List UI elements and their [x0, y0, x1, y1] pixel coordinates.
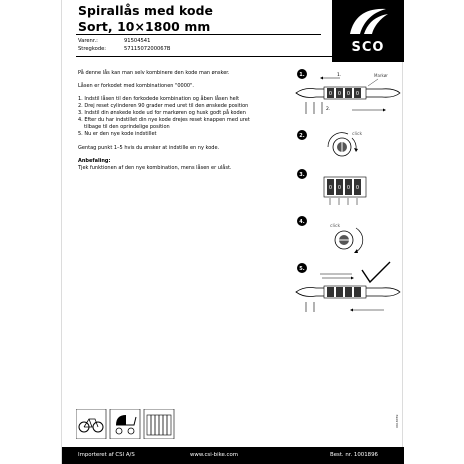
footer-website: www.csi-bike.com [190, 452, 239, 458]
step-number-2: 2. [299, 133, 305, 139]
varenr-label: Varenr.: [78, 38, 98, 44]
usage-icons [76, 409, 176, 443]
gate-icon [147, 415, 171, 435]
step-number-5: 5. [299, 266, 305, 272]
step-1-diagram [292, 66, 404, 126]
document-code: 0918789 [395, 414, 399, 428]
recommendation-title: Anbefaling: [78, 158, 111, 164]
step-4-diagram [292, 214, 404, 256]
logo-text: SCO [351, 40, 385, 55]
svg-text:0: 0 [346, 91, 351, 97]
step-5-text: 5. Nu er den nye kode indstillet [78, 131, 157, 137]
svg-text:0: 0 [328, 91, 333, 97]
footer [62, 447, 404, 464]
stregkode-label: Stregkode: [78, 46, 107, 52]
sco-logo [332, 0, 404, 62]
factory-code-text: Låsen er forkodet med kombinationen "0000". [78, 83, 194, 89]
svg-text:0: 0 [355, 185, 360, 191]
svg-text:0: 0 [346, 185, 351, 191]
step-3-text: 3. Indstil din ønskede kode ud for markøren og husk godt på koden [78, 110, 246, 116]
divider [76, 34, 321, 35]
recommendation-text: Tjek funktionen af den nye kombination, mens låsen er ulåst. [78, 165, 232, 171]
stregkode-value: 5711507200067B [124, 46, 171, 52]
intro-text: På denne lås kan man selv kombinere den kode man ønsker. [78, 70, 230, 76]
checkmark-icon [362, 262, 390, 282]
product-subtitle: Sort, 10×1800 mm [78, 19, 211, 34]
product-title: Spirallås med kode [78, 3, 214, 18]
step-number-3: 3. [299, 172, 305, 178]
instruction-sheet [61, 0, 403, 464]
step-5-diagram [292, 260, 404, 322]
step-4-text: 4. Efter du har indstillet din nye kode drejes reset knappen med uret [78, 117, 250, 123]
step-2-diagram [292, 128, 404, 162]
divider [76, 56, 392, 57]
footer-imported: Importeret af CSI A/S [78, 452, 135, 458]
step-3-diagram [292, 167, 404, 207]
svg-text:0: 0 [328, 185, 333, 191]
svg-text:0: 0 [337, 91, 342, 97]
repeat-text: Gentag punkt 1–5 hvis du ønsker at indstille en ny kode. [78, 145, 220, 151]
sco-swoosh-icon [344, 6, 392, 38]
step-4-text-cont: tilbage til den oprindelige position [84, 124, 170, 130]
varenr-value: 91504541 [124, 38, 151, 44]
step-number-4: 4. [299, 219, 305, 225]
step-2-text: 2. Drej reset cylinderen 90 grader med uret til den ønskede position [78, 103, 249, 109]
arrow-label-1: 1. [337, 73, 342, 78]
svg-text:0: 0 [355, 91, 360, 97]
arrow-label-2: 2. [326, 107, 331, 112]
footer-item-no: Best. nr. 1001896 [330, 452, 378, 458]
click-label-2: click [330, 224, 341, 229]
step-1-text: 1. Indstil låsen til den forkodede kombination og åben låsen helt [78, 96, 240, 102]
svg-text:0: 0 [337, 185, 342, 191]
marker-label: Markør [374, 73, 388, 78]
step-number-1: 1. [299, 72, 305, 78]
click-label-1: click [352, 132, 363, 137]
